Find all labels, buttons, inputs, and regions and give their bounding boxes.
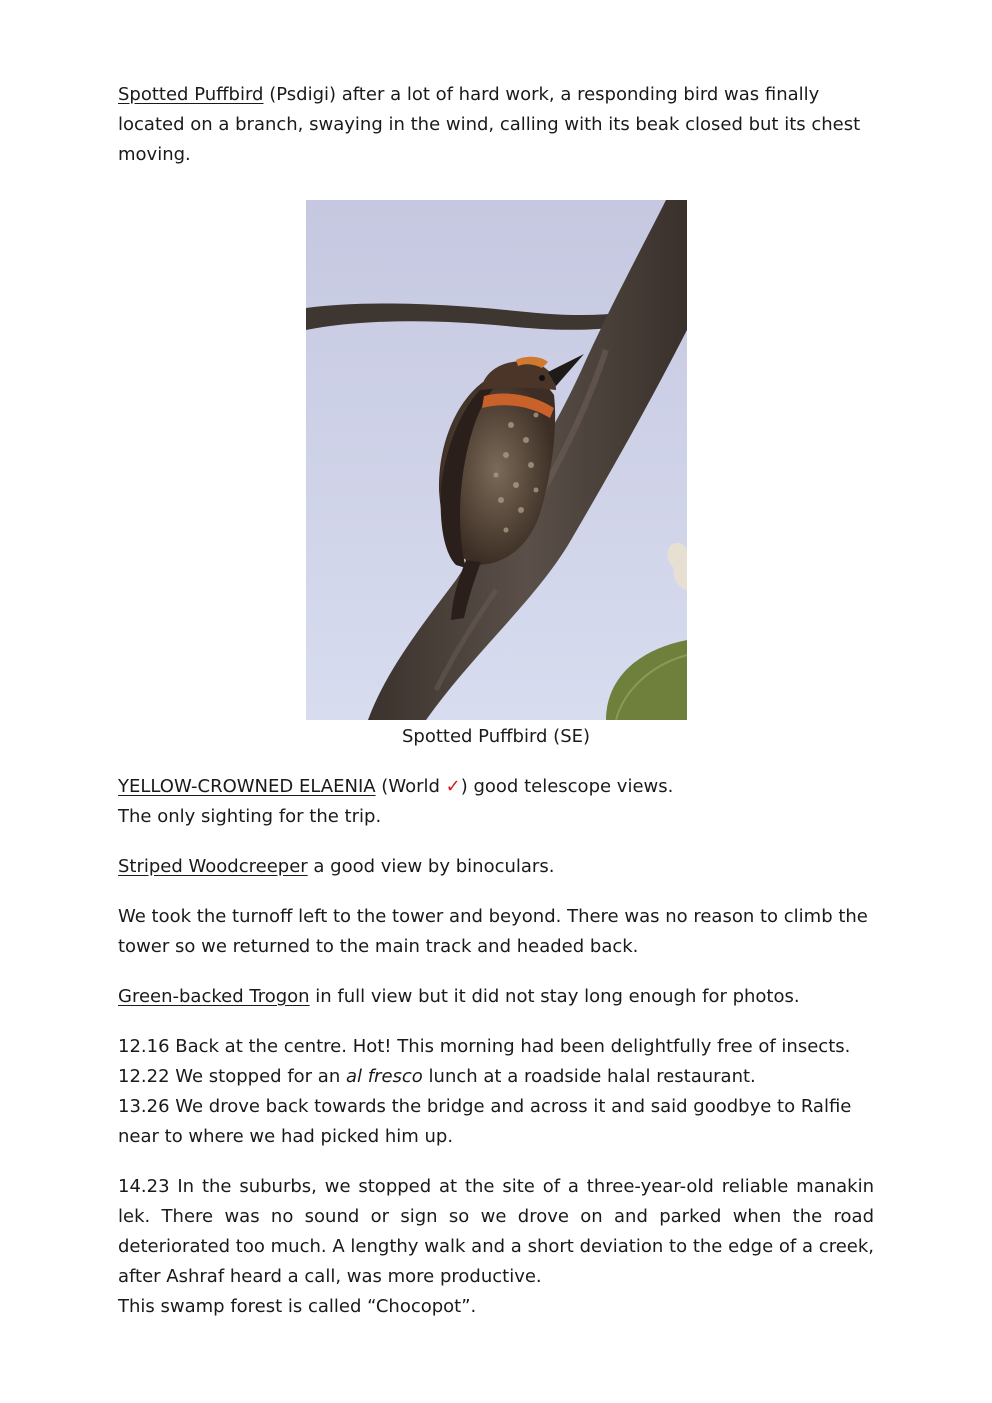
species-name: Green-backed Trogon xyxy=(118,986,310,1007)
species-name: YELLOW-CROWNED ELAENIA xyxy=(118,776,376,797)
paragraph-text: in full view but it did not stay long enough for photos. xyxy=(309,986,800,1007)
paragraph-timeline xyxy=(118,1032,874,1152)
document-page xyxy=(118,80,874,1322)
paragraph-text: (World xyxy=(375,776,446,797)
paragraph-green-backed-trogon xyxy=(118,982,874,1012)
italic-phrase: al fresco xyxy=(345,1066,423,1087)
species-name: Striped Woodcreeper xyxy=(118,856,308,877)
paragraph-manakin-lek xyxy=(118,1172,874,1322)
paragraph-yellow-crowned-elaenia xyxy=(118,772,874,832)
timeline-entry: 12.16 Back at the centre. Hot! This morning had been delightfully free of insects. xyxy=(118,1036,851,1057)
timeline-entry: lunch at a roadside halal restaurant. xyxy=(422,1066,756,1087)
photo-caption: Spotted Puffbird (SE) xyxy=(401,726,591,747)
paragraph-text: ) good telescope views. xyxy=(460,776,674,797)
paragraph-spotted-puffbird xyxy=(118,80,874,170)
checkmark-icon: ✓ xyxy=(445,776,461,797)
timeline-entry: 12.22 We stopped for an xyxy=(118,1066,346,1087)
paragraph-text: The only sighting for the trip. xyxy=(118,806,382,827)
paragraph-text: (Psdigi) after a lot of hard work, a responding bird was finally located on a branch, swaying in the wind, calling with its beak closed but its chest moving. xyxy=(118,84,861,165)
paragraph-text: a good view by binoculars. xyxy=(307,856,555,877)
photo-figure xyxy=(306,200,687,752)
paragraph-text: 14.23 In the suburbs, we stopped at the site of a three-year-old reliable manakin lek. There was no sound or sign so we drove on and parked when the road deteriorated too much. A lengthy walk and a short deviation to the edge of a creek, after Ashraf heard a call, was more productive. xyxy=(118,1176,874,1287)
paragraph-tower: We took the turnoff left to the tower and beyond. There was no reason to climb the tower so we returned to the main track and headed back. xyxy=(118,906,868,957)
species-name: Spotted Puffbird xyxy=(118,84,264,105)
timeline-entry: 13.26 We drove back towards the bridge and across it and said goodbye to Ralfie near to where we had picked him up. xyxy=(118,1096,852,1147)
paragraph-striped-woodcreeper xyxy=(118,852,874,882)
paragraph-text: This swamp forest is called “Chocopot”. xyxy=(118,1296,477,1317)
spotted-puffbird-photo xyxy=(306,200,687,720)
